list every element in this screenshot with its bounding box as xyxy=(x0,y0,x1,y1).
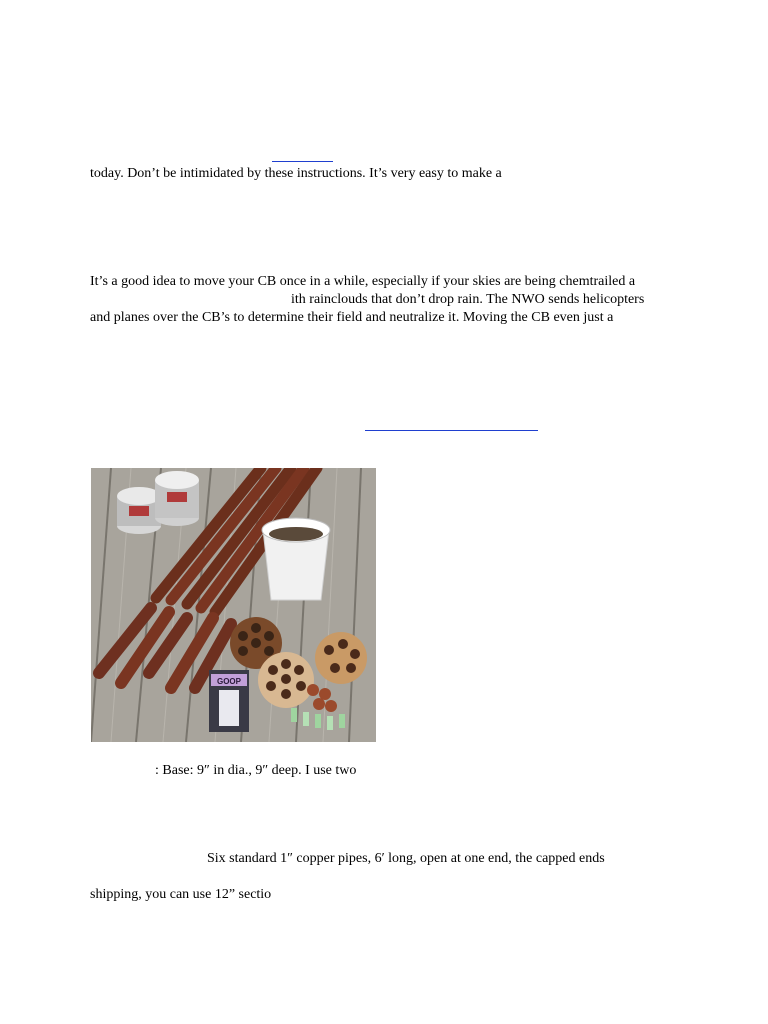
caption-line: : Base: 9″ in dia., 9″ deep. I use two xyxy=(155,763,357,778)
chamber-parts-photo xyxy=(91,468,376,742)
paragraph-line: today. Don’t be intimidated by these instructions. It’s very easy to make a xyxy=(90,166,502,181)
glue-package-label: GOOP xyxy=(216,677,242,686)
hyperlink-underline[interactable] xyxy=(272,161,333,162)
white-bucket xyxy=(262,518,330,600)
aluminum-can xyxy=(117,487,161,534)
wooden-disc xyxy=(315,632,367,684)
paragraph-line: ith rainclouds that don’t drop rain. The NWO sends helicopters xyxy=(291,292,645,307)
paragraph-line: and planes over the CB’s to determine their field and neutralize it. Moving the CB even just a xyxy=(90,310,614,325)
wooden-disc xyxy=(258,652,314,708)
paragraph-line: Six standard 1″ copper pipes, 6′ long, open at one end, the capped ends xyxy=(207,851,605,866)
paragraph-line: It’s a good idea to move your CB once in a while, especially if your skies are being chemtrailed a xyxy=(90,274,636,289)
hyperlink-underline[interactable] xyxy=(365,430,538,431)
aluminum-can xyxy=(155,471,199,526)
glue-package xyxy=(209,670,249,732)
paragraph-line: shipping, you can use 12” sectio xyxy=(90,887,272,902)
